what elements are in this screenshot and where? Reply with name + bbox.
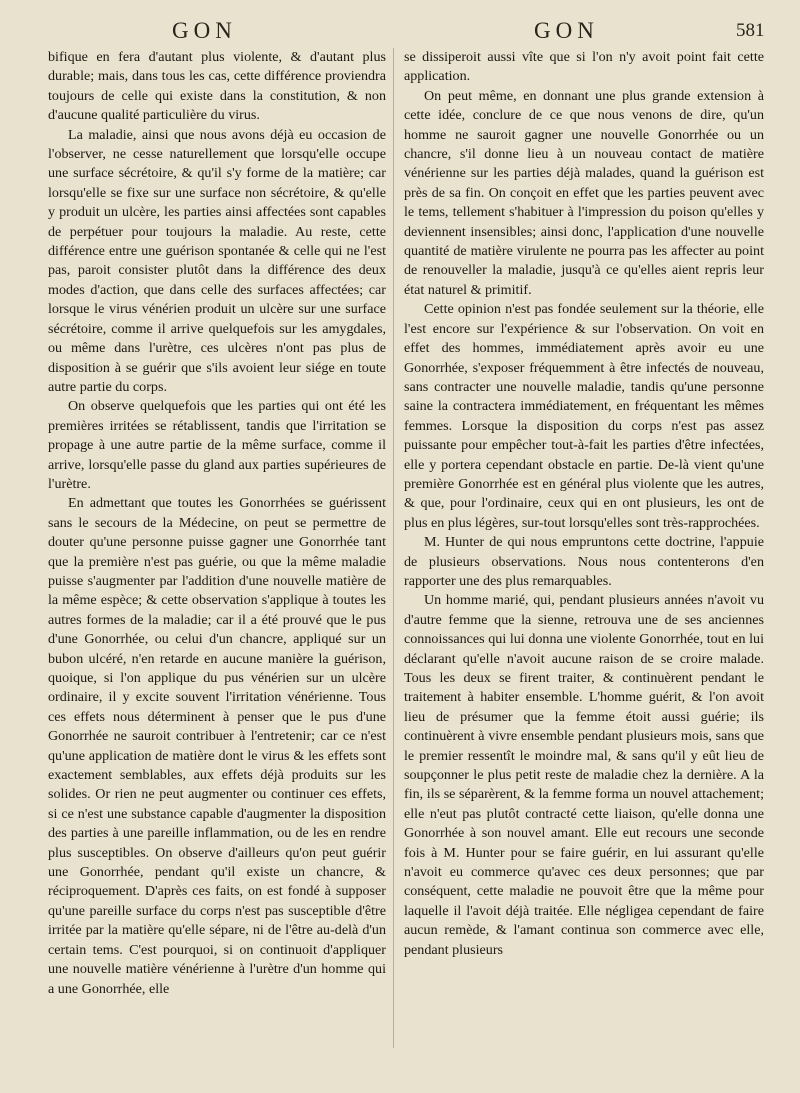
paragraph: On peut même, en donnant une plus grande extension à cette idée, conclure de ce que nous venons de dire, qu'un homme ne sauroit gagner une nouvelle Gonorrhée ou un chancre, s'il donne lieu à un nouveau contact de matière vénérienne sur les parties déjà malades, quand la guérison est près de sa fin. On conçoit en effet que les parties peuvent avec le tems, tellement s'habituer à l'impression du poison qu'elles y deviennent insensibles; ainsi donc, l'application d'une nouvelle quantité de matière virulente ne pourra pas les affecter au point de renouveller la maladie, jusqu'à ce qu'elles aient repris leur état naturel & primitif. [404, 87, 764, 298]
paragraph: Un homme marié, qui, pendant plusieurs années n'avoit vu d'autre femme que la sienne, retrouva une de ses anciennes connoissances qui lui donna une violente Gonorrhée, tout en lui déclarant qu'elle n'avoit aucune raison de se croire malade. Tous les deux se firent traiter, & continuèrent pendant le traitement à habiter ensemble. L'homme guérit, & l'on avoit lieu de présumer que la femme étoit aussi guérie; ils continuèrent à vivre ensemble pendant plusieurs mois, sans que le premier ressentît le moindre mal, & sans qu'il y eût lieu de soupçonner le plus petit reste de maladie chez la dernière. A la fin, ils se séparèrent, & la femme forma un nouvel attachement; elle n'eut pas plutôt contracté cette liaison, qu'elle donna une Gonorrhée à son nouvel amant. Elle eut recours une seconde fois à M. Hunter pour se faire guérir, en lui assurant qu'elle n'avoit eu commerce qu'avec ces deux personnes; que par conséquent, cette maladie ne pouvoit être que la même pour laquelle il l'avoit déjà traitée. Elle négligea cependant de faire aucun remède, & l'amant continua son commerce avec elle, pendant plusieurs [404, 592, 764, 958]
paragraph: On observe quelquefois que les parties qui ont été les premières irritées se rétablissent, tandis que l'irritation se propage à une autre partie de la même surface, comme il arrive, lorsqu'elle passe du gland aux parties supérieures de l'urètre. [48, 398, 386, 492]
running-head-right: GON [534, 18, 599, 43]
paragraph: bifique en fera d'autant plus violente, & d'autant plus durable; mais, dans tous les cas, cette différence proviendra toujours de celle qui existe dans la constitution, & non d'aucune qualité particulière du virus. [48, 49, 386, 124]
page-number: 581 [736, 20, 765, 41]
paragraph: En admettant que toutes les Gonorrhées se guérissent sans le secours de la Médecine, on peut se permettre de douter qu'une personne puisse gagner une Gonorrhée tant que la première n'est pas guérie, ou que la même maladie puisse s'augmenter par l'addition d'une nouvelle matière de la même espèce; & cette observation s'applique à toutes les autres formes de la maladie; car il a été prouvé que le pus d'une Gonorrhée, ou celui d'un chancre, appliqué sur un bubon ulcéré, n'en retarde en aucune manière la guérison, quoique, si l'on applique du pus vénérien sur un ulcère ordinaire, il y excite souvent l'irritation vénérienne. Tous ces effets nous déterminent à penser que le pus d'une Gonorrhée ne sauroit contribuer à l'entretenir; car ce n'est qu'une application de matière dont le virus & les effets sont exactement semblables, aux effets déjà produits sur les solides. Or rien ne peut augmenter ou continuer ces effets, si ce n'est une substance capable d'augmenter la disposition des parties à une pareille inflammation, ou de les en rendre plus susceptibles. On observe d'ailleurs qu'on peut guérir une Gonorrhée, pendant qu'il existe un chancre, & réciproquement. D'après ces faits, on est fondé à supposer qu'une pareille surface du corps n'est pas susceptible d'être irritée par la matière qu'elle sépare, ni de l'être au-delà d'un certain tems. C'est pourquoi, si on continuoit d'appliquer une nouvelle matière vénérienne à l'urètre d'un homme qui a une Gonorrhée, elle [48, 495, 386, 997]
column-divider [393, 48, 394, 1048]
paragraph: M. Hunter de qui nous empruntons cette doctrine, l'appuie de plusieurs observations. Nous nous contenterons d'en rapporter une des plus remarquables. [404, 534, 764, 589]
paragraph: se dissiperoit aussi vîte que si l'on n'y avoit point fait cette application. [404, 49, 764, 85]
running-head-left: GON [172, 18, 237, 43]
left-column [48, 48, 386, 999]
paragraph: Cette opinion n'est pas fondée seulement sur la théorie, elle l'est encore sur l'expérience & sur l'observation. On voit en effet des hommes, immédiatement après avoir eu une Gonorrhée, s'exposer fréquemment à être infectés de nouveau, sans contracter une nouvelle maladie, tandis qu'une personne saine la contractera immédiatement, en fréquentant les mêmes femmes. Lorsque la disposition du corps n'est pas assez puissante pour empêcher tout-à-fait les parties d'être infectées, elle y portera cependant obstacle en partie. De-là vient qu'une première Gonorrhée est en général plus violente que les autres, & que, pour l'ordinaire, ceux qui en ont plusieurs, les ont de plus en plus légères, sur-tout lorsqu'elles sont très-rapprochées. [404, 301, 764, 531]
paragraph: La maladie, ainsi que nous avons déjà eu occasion de l'observer, ne cesse naturellement que lorsqu'elle occupe une surface sécrétoire, & qu'il s'y forme de la matière; car lorsqu'elle se fixe sur une surface non sécrétoire, & qu'elle y produit un ulcère, les parties ainsi affectées sont capables de perpétuer pour toujours la maladie. Au reste, cette différence entre une guérison spontanée & celle qui ne l'est pas, paroit consister plutôt dans la différence des deux modes d'action, que dans celle des surfaces affectées; car lorsque le virus vénérien produit un ulcère sur une surface sécrétoire, comme il arrive quelquefois sur les amygdales, ou même dans l'urètre, ces ulcères n'ont pas plus de disposition à se guérir que s'ils avoient leur siége en toute autre partie du corps. [48, 126, 386, 395]
right-column [404, 48, 764, 960]
